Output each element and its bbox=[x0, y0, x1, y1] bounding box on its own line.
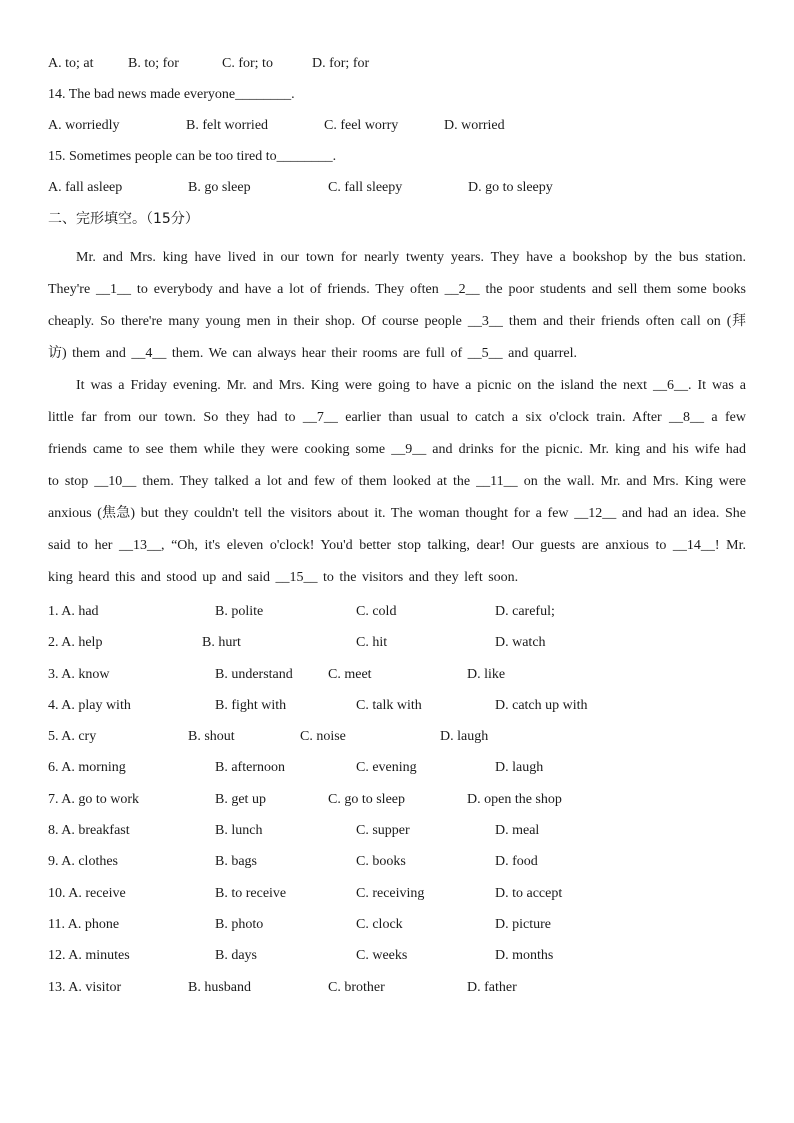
answer-option-a: 4. A. play with bbox=[48, 697, 131, 713]
answer-row bbox=[48, 976, 746, 1007]
q13-option-d: D. for; for bbox=[312, 56, 370, 71]
answer-options bbox=[48, 600, 746, 1007]
answer-option-d: D. meal bbox=[495, 823, 540, 839]
answer-option-d: D. picture bbox=[495, 916, 551, 932]
answer-option-c: C. brother bbox=[328, 979, 385, 995]
answer-option-c: C. hit bbox=[356, 635, 388, 651]
answer-option-b: B. shout bbox=[188, 729, 235, 745]
answer-option-a: 11. A. phone bbox=[48, 916, 120, 932]
q14-option-c: C. feel worry bbox=[324, 118, 399, 133]
answer-option-a: 1. A. had bbox=[48, 604, 99, 619]
answer-option-c: C. talk with bbox=[356, 697, 422, 713]
answer-option-c: C. meet bbox=[328, 666, 372, 682]
answer-option-a: 7. A. go to work bbox=[48, 791, 139, 807]
paragraph-1-text: Mr. and Mrs. king have lived in our town for nearly twenty years. They have a bookshop by the bus station. They're __1__ to everybody and have a lot of friends. They often __2__ the poor students and sell them some books cheaply. So there're many young men in their shop. Of course people __3__ them and their friends often call on (拜访) them and __4__ them. We can always hear their rooms are full of __5__ and quarrel. bbox=[48, 250, 746, 361]
answer-row bbox=[48, 725, 746, 756]
answer-option-b: B. days bbox=[215, 948, 257, 964]
answer-option-a: 13. A. visitor bbox=[48, 979, 122, 995]
answer-option-b: B. photo bbox=[215, 916, 264, 932]
answer-option-a: 8. A. breakfast bbox=[48, 823, 130, 839]
q13-option-a: A. to; at bbox=[48, 56, 94, 71]
passage-paragraph-1 bbox=[48, 242, 746, 370]
answer-option-b: B. lunch bbox=[215, 823, 263, 839]
answer-row bbox=[48, 788, 746, 819]
answer-option-b: B. understand bbox=[215, 666, 293, 682]
answer-row bbox=[48, 882, 746, 913]
q15-stem-text: 15. Sometimes people can be too tired to________. bbox=[48, 149, 337, 164]
answer-option-a: 9. A. clothes bbox=[48, 854, 118, 870]
answer-option-c: C. noise bbox=[300, 729, 346, 745]
q14-option-b: B. felt worried bbox=[186, 118, 269, 133]
q13-option-c: C. for; to bbox=[222, 56, 273, 71]
q14-stem bbox=[48, 83, 746, 114]
answer-option-a: 6. A. morning bbox=[48, 760, 126, 776]
answer-option-d: D. catch up with bbox=[495, 697, 588, 713]
answer-row bbox=[48, 631, 746, 662]
answer-option-c: C. books bbox=[356, 854, 406, 870]
passage-paragraph-2 bbox=[48, 370, 746, 594]
q14-stem-text: 14. The bad news made everyone________. bbox=[48, 87, 295, 102]
section-heading: 二、完形填空。（15分） bbox=[48, 211, 199, 227]
answer-option-a: 2. A. help bbox=[48, 635, 103, 651]
answer-option-c: C. clock bbox=[356, 916, 403, 932]
answer-row bbox=[48, 944, 746, 975]
paragraph-2-text: It was a Friday evening. Mr. and Mrs. King were going to have a picnic on the island the next __6__. It was a little far from our town. So they had to __7__ earlier than usual to catch a six o'clock train. After __8__ a few friends came to see them while they were cooking some __9__ and drinks for the picnic. Mr. king and his wife had to stop __10__ them. They talked a lot and few of them looked at the __11__ on the wall. Mr. and Mrs. King were anxious (焦急) but they couldn't tell the visitors about it. The woman thought for a few __12__ and had an idea. She said to her __13__, “Oh, it's eleven o'clock! You'd better stop talking, dear! Our guests are anxious to __14__! Mr. king heard this and stood up and said __15__ to the visitors and they left soon. bbox=[48, 378, 746, 585]
answer-option-c: C. evening bbox=[356, 760, 417, 776]
answer-option-a: 3. A. know bbox=[48, 666, 110, 682]
answer-option-c: C. cold bbox=[356, 604, 397, 619]
answer-option-d: D. laugh bbox=[440, 729, 489, 745]
q13-options bbox=[48, 52, 746, 83]
answer-row bbox=[48, 694, 746, 725]
answer-option-b: B. get up bbox=[215, 791, 266, 807]
answer-option-b: B. fight with bbox=[215, 697, 287, 713]
answer-option-d: D. to accept bbox=[495, 885, 563, 901]
answer-row bbox=[48, 913, 746, 944]
q15-option-c: C. fall sleepy bbox=[328, 180, 403, 195]
answer-option-d: D. open the shop bbox=[467, 791, 562, 807]
answer-option-d: D. months bbox=[495, 948, 554, 964]
answer-option-d: D. laugh bbox=[495, 760, 544, 776]
answer-option-a: 5. A. cry bbox=[48, 729, 97, 745]
answer-option-d: D. food bbox=[495, 854, 538, 870]
answer-option-c: C. go to sleep bbox=[328, 791, 405, 807]
answer-option-b: B. hurt bbox=[202, 635, 241, 651]
answer-option-b: B. husband bbox=[188, 979, 251, 995]
q15-stem bbox=[48, 145, 746, 176]
q15-option-b: B. go sleep bbox=[188, 180, 251, 195]
answer-option-b: B. polite bbox=[215, 604, 264, 619]
answer-option-b: B. bags bbox=[215, 854, 257, 870]
answer-option-b: B. to receive bbox=[215, 885, 287, 901]
answer-row bbox=[48, 756, 746, 787]
answer-option-c: C. supper bbox=[356, 823, 410, 839]
answer-option-b: B. afternoon bbox=[215, 760, 285, 776]
answer-row bbox=[48, 663, 746, 694]
answer-row bbox=[48, 850, 746, 881]
q15-option-d: D. go to sleepy bbox=[468, 180, 553, 195]
answer-option-c: C. receiving bbox=[356, 885, 425, 901]
answer-option-d: D. careful; bbox=[495, 604, 555, 619]
answer-option-c: C. weeks bbox=[356, 948, 408, 964]
answer-option-a: 12. A. minutes bbox=[48, 948, 130, 964]
answer-option-d: D. like bbox=[467, 666, 506, 682]
answer-option-d: D. watch bbox=[495, 635, 546, 651]
q15-option-a: A. fall asleep bbox=[48, 180, 123, 195]
q13-option-b: B. to; for bbox=[128, 56, 179, 71]
answer-row bbox=[48, 819, 746, 850]
q15-options bbox=[48, 176, 746, 207]
answer-option-a: 10. A. receive bbox=[48, 885, 126, 901]
q14-option-a: A. worriedly bbox=[48, 118, 120, 133]
answer-option-d: D. father bbox=[467, 979, 517, 995]
document-page bbox=[48, 52, 746, 1007]
q14-option-d: D. worried bbox=[444, 118, 505, 133]
q14-options bbox=[48, 114, 746, 145]
answer-row bbox=[48, 600, 746, 631]
